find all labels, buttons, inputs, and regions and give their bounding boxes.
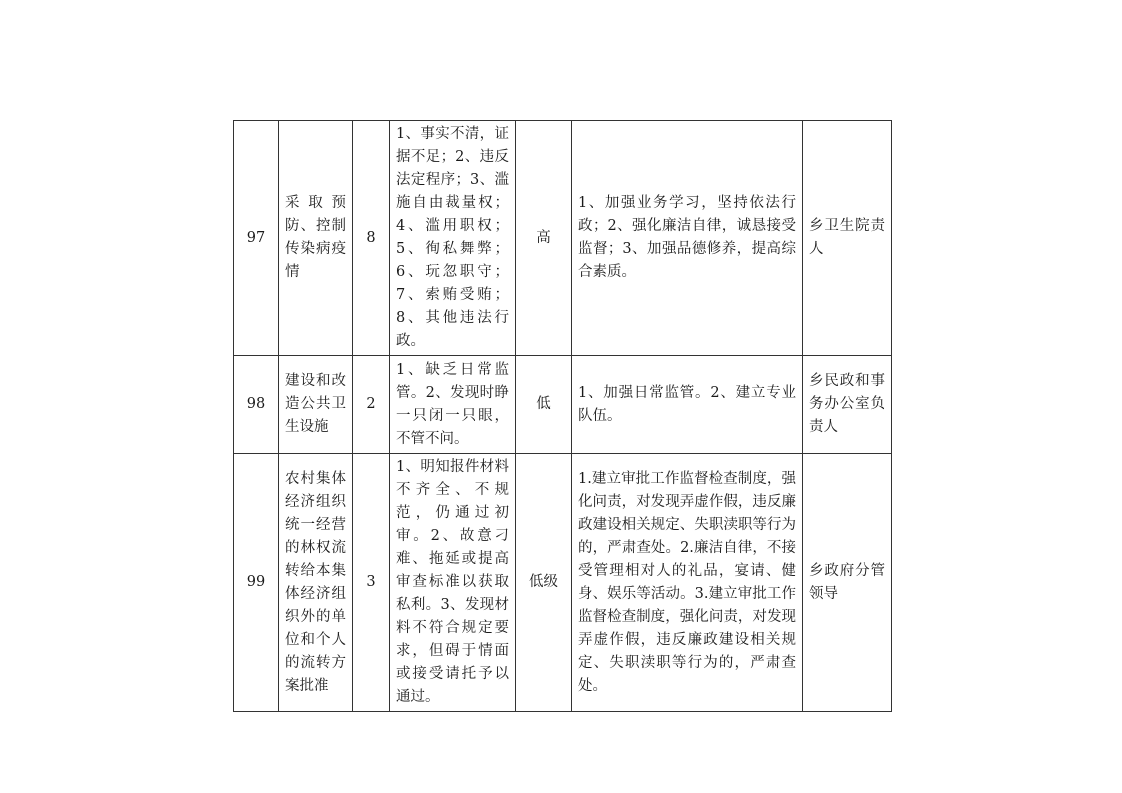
- row-number: 99: [234, 454, 279, 712]
- risk-level: 低级: [516, 454, 572, 712]
- row-number: 98: [234, 356, 279, 454]
- risk-count: 8: [353, 121, 390, 356]
- risk-points: 1、明知报件材料不齐全、不规范，仍通过初审。2、故意刁难、拖延或提高审查标准以获取私利。3、发现材料不符合规定要求，但碍于情面或接受请托予以通过。: [390, 454, 516, 712]
- item-name: 采取预防、控制传染病疫情: [279, 121, 353, 356]
- table-row: [234, 356, 892, 454]
- risk-points: 1、缺乏日常监管。2、发现时睁一只闭一只眼，不管不问。: [390, 356, 516, 454]
- responsible-person: 乡政府分管领导: [803, 454, 892, 712]
- table-row: [234, 121, 892, 356]
- risk-count: 3: [353, 454, 390, 712]
- item-name: 建设和改造公共卫生设施: [279, 356, 353, 454]
- responsible-person: 乡民政和事务办公室负责人: [803, 356, 892, 454]
- risk-count: 2: [353, 356, 390, 454]
- responsible-person: 乡卫生院责人: [803, 121, 892, 356]
- prevention-measures: 1.建立审批工作监督检查制度，强化问责，对发现弄虚作假，违反廉政建设相关规定、失职渎职等行为的，严肃查处。2.廉洁自律，不接受管理相对人的礼品，宴请、健身、娱乐等活动。3.建立审批工作监督检查制度，强化问责，对发现弄虚作假，违反廉政建设相关规定、失职渎职等行为的，严肃查处。: [572, 454, 803, 712]
- prevention-measures: 1、加强日常监管。2、建立专业队伍。: [572, 356, 803, 454]
- row-number: 97: [234, 121, 279, 356]
- risk-level: 高: [516, 121, 572, 356]
- table-row: [234, 454, 892, 712]
- risk-level: 低: [516, 356, 572, 454]
- prevention-measures: 1、加强业务学习，坚持依法行政；2、强化廉洁自律，诚恳接受监督；3、加强品德修养，提高综合素质。: [572, 121, 803, 356]
- risk-points: 1、事实不清，证据不足；2、违反法定程序；3、滥施自由裁量权；4、滥用职权；5、徇私舞弊；6、玩忽职守；7、索贿受贿；8、其他违法行政。: [390, 121, 516, 356]
- item-name: 农村集体经济组织统一经营的林权流转给本集体经济组织外的单位和个人的流转方案批准: [279, 454, 353, 712]
- risk-table: [233, 120, 892, 712]
